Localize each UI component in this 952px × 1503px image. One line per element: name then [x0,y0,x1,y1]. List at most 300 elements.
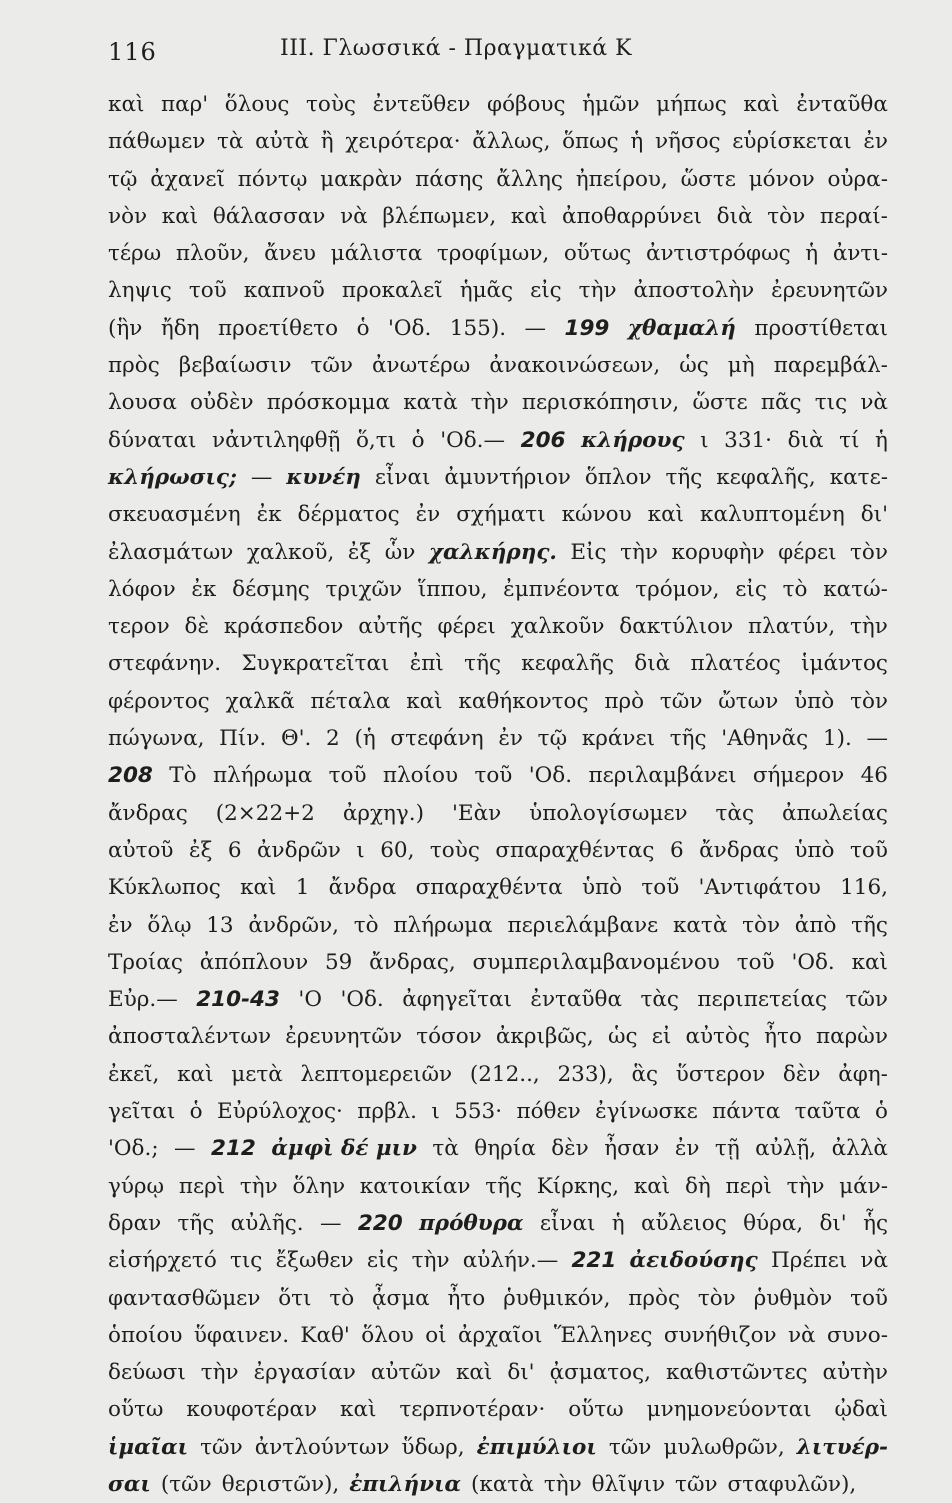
word: ἐξ [347,539,372,565]
word: τοῦ [474,763,513,789]
text-line [108,608,888,645]
lemma-term: σαι [108,1471,151,1497]
word: τῇ [714,1136,740,1162]
text-line [108,161,888,198]
word: πλήρωμα [212,763,313,789]
word: ἐξ [188,837,213,863]
word: συνο- [826,1322,888,1348]
word: τερπνοτέραν· [399,1397,546,1423]
word: νὰ [860,390,888,416]
word: τὸ [353,912,379,938]
word: οὕτως [563,241,632,267]
word: καὶ [743,92,780,117]
word: ἡ [611,1210,625,1236]
line-reference-number: 199 [564,315,610,341]
word: δι' [819,1210,847,1236]
page-header [0,30,952,70]
word: 'Οδ. [388,315,432,341]
text-line [108,310,888,347]
word: τῆς [665,464,703,490]
word: βλέπωμεν, [382,203,497,229]
word: — [250,464,273,490]
word: εἰ [651,1024,672,1050]
word: τὸν [767,203,806,229]
text-line [108,571,888,608]
word: Καθ' [300,1322,350,1348]
word: πρὸς [108,353,160,379]
word: ὅλην [292,1173,346,1199]
word: 'Οδ.; [108,1136,159,1162]
word: φαντασθῶμεν [108,1285,261,1311]
word: 6 [669,837,684,863]
word: ἄνευ [264,241,316,267]
word: ἀντι- [832,241,888,267]
word: τῆς [485,1173,523,1199]
word: εἶναι [374,464,431,490]
text-line [108,720,888,757]
word: (τῶν [160,1471,212,1497]
word: συμπεριλαμβανομένου [472,949,720,975]
word: πάντα [712,1099,781,1125]
word: ἀπωλείας [781,800,888,826]
word: ᾀσματος, [549,1360,651,1386]
word: ᾠδαὶ [834,1397,888,1423]
text-line [108,86,888,123]
word: ἄλλης [496,166,563,192]
word: — [866,726,888,752]
word: κατώ- [823,576,888,602]
word: αὐτοῦ [108,837,174,863]
word: τοῦ [849,837,888,863]
word: χαλκᾶ [225,688,295,714]
text-line [108,907,888,944]
text-line [108,869,888,906]
word: αὐτῆς [358,614,423,640]
page-number: 116 [108,38,157,66]
word: Εὐρ.— [108,987,178,1013]
word: παρὼν [816,1024,888,1050]
word: ἀκριβῶς, [495,1024,594,1050]
text-line [108,1130,888,1167]
word: σταφυλῶν), [727,1471,857,1497]
word: σχήματι [456,502,546,528]
text-line [108,1429,888,1466]
word: τῶν [310,353,353,379]
text-line [108,1354,888,1391]
word: ὁ [189,1099,203,1125]
word: ἠπείρου, [575,166,668,192]
word: τὴν [620,539,658,565]
lemma-term: κλήρους [581,427,685,453]
word: ὡς [679,353,709,379]
word: 1 [295,875,310,901]
word: τῆς [851,912,888,938]
word: αὐλῇ, [755,1136,817,1162]
word: ἀλλὰ [831,1136,888,1162]
word: ἢ [320,129,334,155]
word: ἀφηγεῖται [402,987,512,1013]
word: καθιστῶντες [665,1360,808,1386]
word: δι' [860,502,888,528]
word: δέρματος [297,502,400,528]
word: πάσης [415,166,484,192]
word: ὑπὸ [581,875,623,901]
word: ἐμπνέοντα [503,576,620,602]
text-line [108,123,888,160]
text-line [108,534,888,571]
word: 13 [206,912,234,938]
word: τὴν [786,1173,825,1199]
word: ἀφη- [838,1061,888,1087]
word: τοῦ [188,278,227,304]
word: 60, [380,837,415,863]
word: τρόμον, [635,576,720,602]
word: σπαραχθέντας [495,837,655,863]
word: ι [356,837,365,863]
word: τῆς [464,651,501,677]
word: περὶ [178,1173,226,1199]
word: τριχῶν [325,576,403,602]
word: διὰ [716,203,753,229]
word: μυλωθρῶν, [663,1434,785,1460]
word: ἀνδρῶν, [248,912,339,938]
word: ὕστερον [675,1061,766,1087]
word: καθήκοντος [458,688,589,714]
line-reference-number: 208 [108,763,153,789]
text-line [108,1168,888,1205]
word: ὅλῳ [147,912,192,938]
word: τὸν [697,1285,736,1311]
word: δὲν [782,1061,821,1087]
line-reference-number: 206 [520,427,566,453]
word: δραν [108,1210,162,1236]
word: 'Αθηνᾶς [721,726,809,752]
word: οἱ [425,1322,447,1348]
word: ἐπὶ [409,651,444,677]
word: δὲ [184,614,210,640]
word: τὴν [578,278,617,304]
word: ὥστε [692,390,748,416]
word: πλατύν, [748,614,836,640]
word: τῶν [200,1434,243,1460]
word: ἡμῶν [582,92,640,117]
word: 553· [454,1099,503,1125]
word: 'Οδ. [340,987,384,1013]
word: νῆσος [654,129,721,155]
text-line [108,1280,888,1317]
word: κουφοτέραν [186,1397,318,1423]
word: τις [814,390,848,416]
word: ὅπλον [584,464,652,490]
word: καὶ [455,1360,493,1386]
word: τερον [108,614,170,640]
word: μόνον [748,166,815,192]
lemma-term: ἀειδούσης [629,1248,758,1274]
text-line [108,1018,888,1055]
word: ἐκεῖ, [108,1061,160,1087]
text-line [108,198,888,235]
word: 6 [227,837,242,863]
word: προετίθετο [218,315,339,341]
word: κατὰ [403,390,458,416]
word: τοῦ [850,1285,888,1311]
text-line [108,459,888,496]
word: τὸν [742,912,781,938]
word: εὑρίσκεται [732,129,852,155]
lemma-term: ἐπιμύλιοι [476,1434,597,1460]
word: 59 [324,949,353,975]
line-reference-number: 221 [571,1248,617,1274]
word: ᾆσμα [372,1285,430,1311]
word: ἐγίνωσκε [595,1099,698,1125]
word: μακρὰν [320,166,403,192]
word: φόβους [487,92,566,117]
running-head: III. Γλωσσικά - Πραγματικά Κ [280,36,633,61]
word: 2 [326,726,340,752]
word: τὰς [715,800,754,826]
word: 'Εὰν [451,800,502,826]
word: Θ'. [280,726,312,752]
word: ἀπὸ [794,912,837,938]
word: αὐλήν.— [462,1248,559,1274]
word: καὶ [647,502,685,528]
word: 233), [557,1061,614,1087]
word: ὁ [356,315,370,341]
word: εἰς [366,1248,399,1274]
word: θεριστῶν), [221,1471,340,1497]
word: διὰ [787,427,824,453]
text-line [108,272,888,309]
word: καὶ [633,1173,671,1199]
word: μάν- [839,1173,888,1199]
word: ἐν [415,502,441,528]
word: τὴν [200,1360,239,1386]
word: καὶ [240,875,277,901]
word: τοῦ [736,949,775,975]
word: ταῦτα [794,1099,861,1125]
word: κεφαλῆς [521,651,614,677]
word: 'Αντιφάτου [698,875,821,901]
word: παρ' [160,92,209,117]
word: ἃς [631,1061,659,1087]
lemma-term: πρόθυρα [419,1210,524,1236]
lemma-term: χαλκήρης. [428,539,557,565]
word: (κατὰ [471,1471,534,1497]
word: χαλκοῦν [510,614,605,640]
word: ἐργασίαν [253,1360,356,1386]
word: νὰ [860,1248,888,1274]
word: ὁ [411,427,425,453]
word: διὰ [634,651,671,677]
line-reference-number: 220 [357,1210,403,1236]
word: πλήρωμα [393,912,493,938]
word: τὰς [640,987,679,1013]
word: εἶναι [539,1210,596,1236]
word: σήμερον [752,763,845,789]
word: Ἕλληνες [553,1322,653,1348]
word: ὁποίου [108,1322,183,1348]
word: ὕφαινεν. [193,1322,290,1348]
word: πέταλα [310,688,391,714]
word: ἱμάντος [801,651,888,677]
text-line [108,1242,888,1279]
word: ἤδη [160,315,200,341]
word: τῆς [669,726,707,752]
word: τὸν [850,539,888,565]
word: μὴ [727,353,755,379]
word: νὸν [108,203,148,229]
word: αὐτὸς [685,1024,750,1050]
word: τί [839,427,860,453]
body-text [108,86,888,1503]
text-line [108,1391,888,1428]
word: (212.., [469,1061,540,1087]
word: ῥυθμικόν, [503,1285,611,1311]
text-line [108,757,888,794]
word: θηρία [474,1136,536,1162]
word: τὰ [216,129,244,155]
word: ἐν [108,912,133,938]
word: ἀντλούντων [254,1434,390,1460]
word: πόντῳ [237,166,308,192]
text-line [108,347,888,384]
word: δὲν [551,1136,589,1162]
word: τὴν [470,390,509,416]
word: θύρα, [743,1210,804,1236]
word: ὤτων [718,688,779,714]
word: περαί- [819,203,888,229]
word: 'Οδ. [791,949,835,975]
word: μνημονεύονται [646,1397,812,1423]
word: χειρότερα· [345,129,461,155]
word: καὶ [161,203,199,229]
word: ὑπολογίσωμεν [529,800,688,826]
text-line [108,981,888,1018]
word: δακτύλιον [619,614,734,640]
word: Εὐρύλοχος· [217,1099,343,1125]
word: πλοίου [382,763,459,789]
word: ἐν [863,129,888,155]
word: πρὸ [604,688,645,714]
word: βεβαίωσιν [178,353,292,379]
word: ἐν [498,726,523,752]
word: (2×22+2 [215,800,315,826]
word: σπαραχθέντα [415,875,563,901]
word: ἀνδρῶν [257,837,341,863]
word: γύρῳ [108,1173,165,1199]
word: πλατέος [690,651,781,677]
word: 116, [840,875,888,901]
word: εἰς [735,576,767,602]
word: — [174,1136,196,1162]
word: πρβλ. [357,1099,417,1125]
word: θλῖψιν [591,1471,666,1497]
word: συνήθιζον [663,1322,777,1348]
word: κράσπεδον [223,614,344,640]
word: 155). [449,315,507,341]
word: κώνου [561,502,632,528]
word: αὐτῶν [370,1360,441,1386]
word: ἐνταῦθα [530,987,622,1013]
word: ἀποθαρρύνει [561,203,702,229]
word: ἀποστολὴν [633,278,755,304]
word: Πρέπει [770,1248,848,1274]
text-line [108,645,888,682]
word: ἡ [805,241,819,267]
word: φέρει [437,614,496,640]
word: χαλκοῦ, [246,539,335,565]
word: ἄνδρας [699,837,779,863]
text-line [108,832,888,869]
text-line [108,1317,888,1354]
text-line [108,422,888,459]
word: ἀχανεῖ [150,166,225,192]
word: ἀμυντήριον [444,464,571,490]
word: τῷ [537,726,568,752]
word: τὴν [543,1471,582,1497]
word: ὅ,τι [355,427,397,453]
word: Εἰς [570,539,607,565]
word: ἐκ [256,502,282,528]
word: 331· [724,427,773,453]
word: ὥστε [680,166,736,192]
word: καὶ [510,203,548,229]
word: περιελάμβανε [507,912,659,938]
word: ἔξωθεν [275,1248,354,1274]
line-reference-number: 210-43 [196,987,280,1013]
word: ἄνδρας, [369,949,456,975]
word: παρεμβάλ- [773,353,888,379]
lemma-term: ἀμφὶ δέ μιν [271,1136,417,1162]
word: καὶ [177,1061,214,1087]
word: ἦτο [764,1024,802,1050]
word: τοῦ [641,875,680,901]
word: ἄνδρα [328,875,397,901]
word: δύναται [108,427,197,453]
word: ἵππου, [417,576,488,602]
word: — [524,315,547,341]
lemma-term: ἱμαῖαι [108,1434,189,1460]
word: ἀντιστρόφως [645,241,791,267]
word: ἀποσταλέντων [108,1024,272,1050]
word: ἐν [674,1136,700,1162]
word: περὶ [725,1173,772,1199]
word: καὶ [851,949,888,975]
word: τῷ [108,166,138,192]
word: ἀπόπλουν [199,949,309,975]
text-line [108,683,888,720]
word: τόσον [416,1024,482,1050]
lemma-term: κυνέη [286,464,361,490]
word: τῆς [177,1210,215,1236]
lemma-term: ἐπιλήνια [349,1471,462,1497]
word: ἐρευνητῶν [285,1024,403,1050]
word: τὸ [329,1285,355,1311]
word: φέρει [778,539,837,565]
word: 'Ο [298,987,322,1013]
word: δι' [507,1360,535,1386]
word: ἄνδρας [108,800,188,826]
word: γεῖται [108,1099,176,1125]
word: μήπως [656,92,727,117]
word: ἐνταῦθα [796,92,888,117]
word: προστίθεται [754,315,888,341]
word: εἰσήρχετό [108,1248,217,1274]
word: αὐτὴν [822,1360,888,1386]
word: τὴν [411,1248,450,1274]
word: αὐλῆς. [230,1210,304,1236]
word: ὕδωρ, [401,1434,465,1460]
